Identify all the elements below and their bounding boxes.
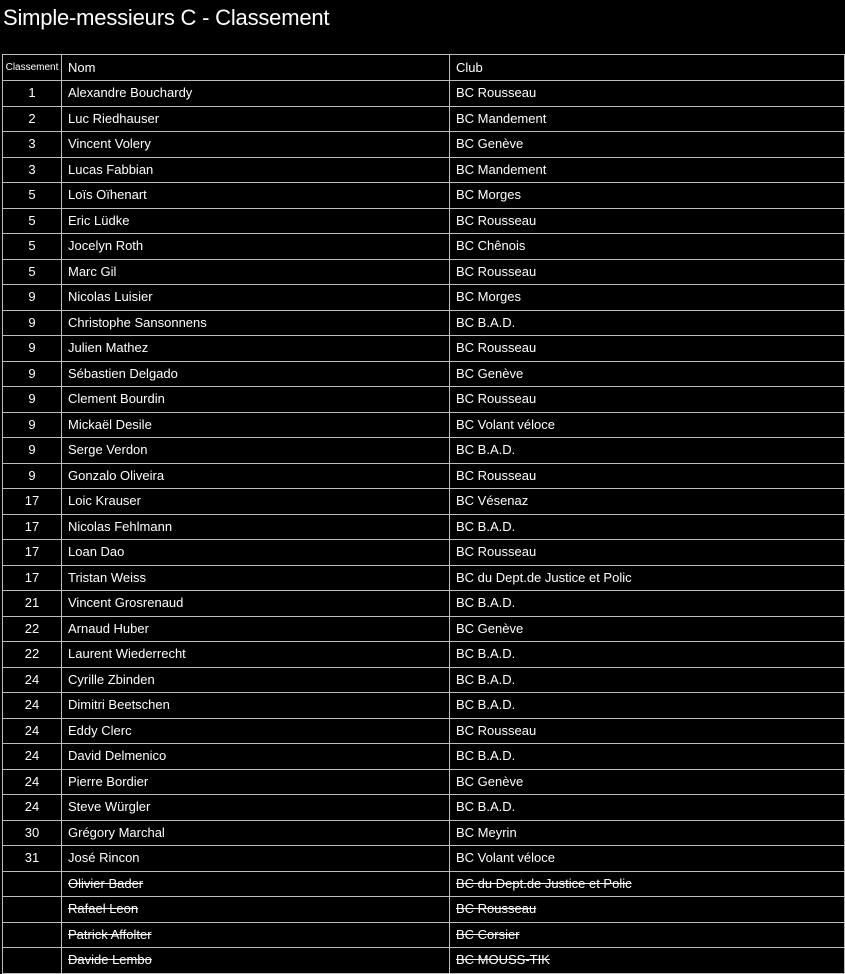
player-name-cell (62, 616, 450, 642)
player-name: Loïs Oïhenart (68, 187, 147, 203)
table-row (3, 591, 845, 617)
club-name: BC Genève (456, 620, 524, 636)
ranking-table-body (3, 55, 845, 974)
table-row (3, 667, 845, 693)
club-name: BC Mandement (456, 110, 547, 126)
player-name-cell (62, 106, 450, 132)
rank-cell: 22 (3, 642, 62, 668)
player-name-cell (62, 667, 450, 693)
table-row (3, 540, 845, 566)
player-name: Steve Würgler (68, 799, 151, 815)
club-name: BC du Dept.de Justice et Polic (456, 569, 632, 585)
player-name: Alexandre Bouchardy (68, 85, 193, 101)
rank-cell: 24 (3, 744, 62, 770)
player-name-cell (62, 489, 450, 515)
rank-cell: 17 (3, 489, 62, 515)
club-cell (450, 336, 845, 362)
table-row (3, 438, 845, 464)
rank-cell: 9 (3, 438, 62, 464)
rank-cell: 17 (3, 540, 62, 566)
table-row (3, 157, 845, 183)
table-row (3, 514, 845, 540)
player-name-cell (62, 846, 450, 872)
club-cell (450, 285, 845, 311)
rank-cell (3, 948, 62, 974)
player-name: Clement Bourdin (68, 391, 165, 407)
player-name: Arnaud Huber (68, 620, 149, 636)
player-name-cell (62, 310, 450, 336)
column-header-rank: Classement (3, 55, 62, 81)
club-name: BC Rousseau (456, 722, 537, 738)
rank-cell: 9 (3, 387, 62, 413)
player-name-cell (62, 463, 450, 489)
rank-cell: 5 (3, 208, 62, 234)
player-name: Sébastien Delgado (68, 365, 178, 381)
rank-cell: 2 (3, 106, 62, 132)
ranking-table (2, 54, 845, 974)
player-name: Dimitri Beetschen (68, 697, 170, 713)
club-cell (450, 259, 845, 285)
club-name: BC MOUSS-TIK (456, 952, 550, 968)
club-cell (450, 591, 845, 617)
table-row (3, 642, 845, 668)
club-cell (450, 693, 845, 719)
table-row (3, 693, 845, 719)
club-cell (450, 642, 845, 668)
player-name: José Rincon (68, 850, 140, 866)
player-name-cell (62, 157, 450, 183)
club-cell (450, 106, 845, 132)
table-row (3, 106, 845, 132)
club-name: BC B.A.D. (456, 518, 516, 534)
player-name: Tristan Weiss (68, 569, 147, 585)
rank-cell: 5 (3, 183, 62, 209)
club-cell (450, 948, 845, 974)
club-cell (450, 208, 845, 234)
player-name-cell (62, 642, 450, 668)
rank-cell: 17 (3, 565, 62, 591)
club-name: BC Genève (456, 365, 524, 381)
player-name: Eric Lüdke (68, 212, 130, 228)
page-title: Simple-messieurs C - Classement (3, 5, 330, 30)
player-name: Grégory Marchal (68, 824, 165, 840)
club-cell (450, 667, 845, 693)
table-row (3, 489, 845, 515)
table-row (3, 208, 845, 234)
rank-cell: 9 (3, 285, 62, 311)
rank-cell: 24 (3, 795, 62, 821)
player-name-cell (62, 565, 450, 591)
table-row (3, 744, 845, 770)
player-name-cell (62, 208, 450, 234)
rank-cell: 9 (3, 412, 62, 438)
club-name: BC Rousseau (456, 212, 537, 228)
club-name: BC Volant véloce (456, 850, 556, 866)
player-name-cell (62, 820, 450, 846)
player-name: Luc Riedhauser (68, 110, 160, 126)
rank-cell: 21 (3, 591, 62, 617)
club-cell (450, 183, 845, 209)
club-name: BC Mandement (456, 161, 547, 177)
player-name-cell (62, 897, 450, 923)
player-name: Loic Krauser (68, 493, 141, 509)
rank-cell: 24 (3, 693, 62, 719)
club-name: BC Rousseau (456, 340, 537, 356)
player-name: Marc Gil (68, 263, 117, 279)
table-row (3, 846, 845, 872)
player-name-cell (62, 769, 450, 795)
player-name-cell (62, 591, 450, 617)
table-header-row (3, 55, 845, 81)
club-name: BC Corsier (456, 926, 520, 942)
club-name: BC B.A.D. (456, 442, 516, 458)
club-name: BC B.A.D. (456, 595, 516, 611)
rank-cell: 24 (3, 667, 62, 693)
rank-cell (3, 897, 62, 923)
club-name: BC B.A.D. (456, 697, 516, 713)
player-name: Julien Mathez (68, 340, 149, 356)
rank-cell (3, 922, 62, 948)
player-name-cell (62, 795, 450, 821)
player-name: Serge Verdon (68, 442, 148, 458)
player-name: Patrick Affolter (68, 926, 152, 942)
club-name: BC Meyrin (456, 824, 517, 840)
player-name: Olivier Bader (68, 875, 144, 891)
rank-cell: 17 (3, 514, 62, 540)
table-row (3, 718, 845, 744)
club-name: BC Genève (456, 136, 524, 152)
club-cell (450, 438, 845, 464)
table-row (3, 769, 845, 795)
club-name: BC du Dept.de Justice et Polic (456, 875, 632, 891)
table-row (3, 616, 845, 642)
table-row (3, 81, 845, 107)
club-cell (450, 463, 845, 489)
withdrawn-player-row (3, 922, 845, 948)
club-name: BC Rousseau (456, 901, 537, 917)
player-name-cell (62, 336, 450, 362)
table-row (3, 310, 845, 336)
club-name: BC B.A.D. (456, 671, 516, 687)
player-name-cell (62, 234, 450, 260)
player-name: Eddy Clerc (68, 722, 132, 738)
table-row (3, 183, 845, 209)
club-name: BC Volant véloce (456, 416, 556, 432)
table-row (3, 336, 845, 362)
rank-cell: 1 (3, 81, 62, 107)
withdrawn-player-row (3, 948, 845, 974)
table-row (3, 361, 845, 387)
rank-cell: 30 (3, 820, 62, 846)
rank-cell (3, 871, 62, 897)
club-name: BC Morges (456, 187, 522, 203)
club-name: BC Rousseau (456, 467, 537, 483)
table-row (3, 285, 845, 311)
player-name: Laurent Wiederrecht (68, 646, 186, 662)
club-name: BC B.A.D. (456, 314, 516, 330)
withdrawn-player-row (3, 871, 845, 897)
rank-cell: 9 (3, 310, 62, 336)
club-name: BC Rousseau (456, 263, 537, 279)
club-cell (450, 897, 845, 923)
table-row (3, 565, 845, 591)
player-name-cell (62, 132, 450, 158)
table-row (3, 387, 845, 413)
club-name: BC Rousseau (456, 85, 537, 101)
club-cell (450, 157, 845, 183)
club-cell (450, 565, 845, 591)
player-name-cell (62, 744, 450, 770)
player-name: Rafael Leon (68, 901, 139, 917)
rank-cell: 9 (3, 361, 62, 387)
player-name-cell (62, 922, 450, 948)
club-cell (450, 387, 845, 413)
club-cell (450, 310, 845, 336)
table-row (3, 412, 845, 438)
player-name: Christophe Sansonnens (68, 314, 207, 330)
player-name-cell (62, 871, 450, 897)
table-row (3, 234, 845, 260)
club-cell (450, 489, 845, 515)
table-row (3, 820, 845, 846)
club-cell (450, 540, 845, 566)
player-name-cell (62, 412, 450, 438)
player-name-cell (62, 387, 450, 413)
rank-cell: 31 (3, 846, 62, 872)
rank-cell: 3 (3, 132, 62, 158)
table-row (3, 259, 845, 285)
club-cell (450, 361, 845, 387)
player-name-cell (62, 285, 450, 311)
club-name: BC Vésenaz (456, 493, 529, 509)
column-header-name: Nom (62, 55, 450, 81)
club-name: BC B.A.D. (456, 799, 516, 815)
player-name: Pierre Bordier (68, 773, 149, 789)
player-name-cell (62, 438, 450, 464)
club-cell (450, 820, 845, 846)
club-cell (450, 922, 845, 948)
rank-cell: 5 (3, 259, 62, 285)
player-name: Mickaël Desile (68, 416, 152, 432)
player-name: David Delmenico (68, 748, 167, 764)
player-name-cell (62, 361, 450, 387)
player-name: Nicolas Luisier (68, 289, 153, 305)
table-row (3, 132, 845, 158)
rank-cell: 9 (3, 336, 62, 362)
player-name-cell (62, 948, 450, 974)
player-name-cell (62, 81, 450, 107)
player-name: Vincent Volery (68, 136, 151, 152)
club-name: BC Morges (456, 289, 522, 305)
club-cell (450, 718, 845, 744)
player-name: Vincent Grosrenaud (68, 595, 184, 611)
column-header-club: Club (450, 55, 845, 81)
rank-cell: 5 (3, 234, 62, 260)
club-cell (450, 795, 845, 821)
player-name-cell (62, 259, 450, 285)
player-name-cell (62, 183, 450, 209)
club-name: BC Genève (456, 773, 524, 789)
table-row (3, 463, 845, 489)
club-cell (450, 234, 845, 260)
table-row (3, 795, 845, 821)
rank-cell: 22 (3, 616, 62, 642)
club-cell (450, 744, 845, 770)
rank-cell: 24 (3, 769, 62, 795)
player-name: Lucas Fabbian (68, 161, 154, 177)
player-name: Cyrille Zbinden (68, 671, 155, 687)
club-cell (450, 412, 845, 438)
player-name: Nicolas Fehlmann (68, 518, 173, 534)
club-cell (450, 871, 845, 897)
player-name-cell (62, 718, 450, 744)
club-cell (450, 514, 845, 540)
player-name: Davide Lembo (68, 952, 152, 968)
player-name: Jocelyn Roth (68, 238, 144, 254)
club-cell (450, 616, 845, 642)
club-cell (450, 81, 845, 107)
club-name: BC B.A.D. (456, 646, 516, 662)
club-cell (450, 769, 845, 795)
player-name: Gonzalo Oliveira (68, 467, 165, 483)
player-name-cell (62, 540, 450, 566)
club-cell (450, 846, 845, 872)
club-cell (450, 132, 845, 158)
rank-cell: 9 (3, 463, 62, 489)
rank-cell: 3 (3, 157, 62, 183)
withdrawn-player-row (3, 897, 845, 923)
club-name: BC Rousseau (456, 391, 537, 407)
rank-cell: 24 (3, 718, 62, 744)
club-name: BC B.A.D. (456, 748, 516, 764)
player-name: Loan Dao (68, 544, 125, 560)
club-name: BC Rousseau (456, 544, 537, 560)
club-name: BC Chênois (456, 238, 526, 254)
player-name-cell (62, 514, 450, 540)
player-name-cell (62, 693, 450, 719)
